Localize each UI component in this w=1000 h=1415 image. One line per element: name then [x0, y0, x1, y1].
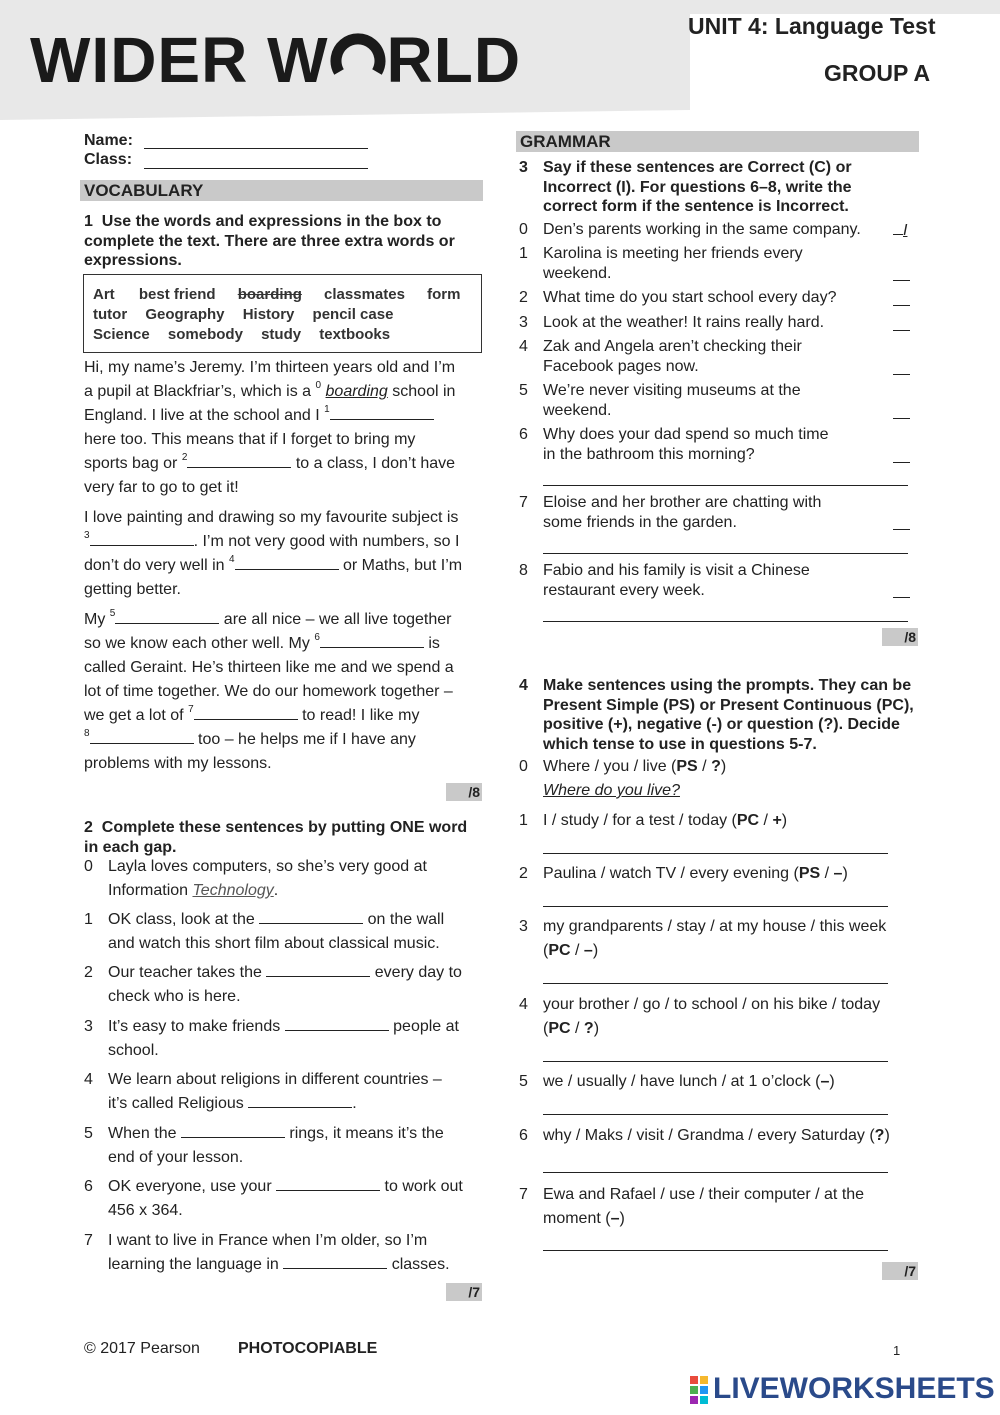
q3-item-8: 8 Fabio and his family is visit a Chinese restaurant every week.	[519, 561, 915, 600]
q2-item-7: 7 I want to live in France when I’m older, so I’m learning the language in classes.	[84, 1232, 450, 1273]
q3-item-3: 3 Look at the weather! It rains really hard.	[519, 313, 915, 333]
class-label: Class:	[84, 151, 133, 168]
q2-item-3: 3 It’s easy to make friends people at school.	[84, 1018, 459, 1059]
q3-answer-0: I	[893, 220, 907, 241]
score-q2: /7	[446, 1283, 482, 1301]
wider-world-logo: WIDER W RLD	[30, 24, 522, 96]
gap-6[interactable]	[320, 633, 424, 648]
vocabulary-section-title: VOCABULARY	[80, 180, 483, 201]
q2-gap-7[interactable]	[283, 1254, 387, 1269]
photocopiable-label: PHOTOCOPIABLE	[238, 1340, 378, 1357]
q2-item-0: 0 Layla loves computers, so she’s very good at Information Technology.	[84, 858, 427, 899]
q4-answer-line-2[interactable]	[543, 906, 888, 907]
q3-item-4: 4 Zak and Angela aren’t checking their Facebook pages now.	[519, 337, 915, 376]
q4-example-answer: Where do you live?	[543, 782, 680, 799]
q2-item-4: 4 We learn about religions in different countries – it’s called Religious .	[84, 1071, 442, 1112]
q2-item-1: 1 OK class, look at the on the wall and watch this short film about classical music.	[84, 911, 445, 952]
unit-title: UNIT 4: Language Test	[688, 13, 936, 39]
q3-correction-line-7[interactable]	[543, 553, 908, 554]
gap-8[interactable]	[90, 729, 194, 744]
logo-o-icon	[329, 30, 387, 86]
liveworksheets-logo-icon	[690, 1376, 710, 1404]
q3-item-0: 0 Den’s parents working in the same company. I	[519, 221, 908, 239]
q2-gap-4[interactable]	[248, 1093, 352, 1108]
q3-item-1: 1 Karolina is meeting her friends every weekend.	[519, 244, 915, 283]
q4-answer-line-4[interactable]	[543, 1061, 888, 1062]
q3-instruction: 3 Say if these sentences are Correct (C) or Incorrect (I). For questions 6–8, write the correct form if the sentence is Incorrect.	[519, 159, 852, 215]
gap-3[interactable]	[90, 531, 194, 546]
word-art: Art	[93, 286, 115, 303]
q4-item-5: 5 we / usually / have lunch / at 1 o’clock (–)	[519, 1073, 835, 1090]
q4-item-0: 0 Where / you / live (PS / ?) Where do you live?	[519, 755, 915, 803]
example-answer-0: boarding	[325, 383, 388, 400]
name-field[interactable]	[144, 134, 368, 149]
q4-item-3: 3 my grandparents / stay / at my house / this week (PC / –)	[519, 918, 887, 959]
q3-answer-2[interactable]	[893, 291, 910, 306]
q4-instruction: 4 Make sentences using the prompts. They can be Present Simple (PS) or Present Continuous (PC), positive (+), negative (-) or question (?). Decide which tense to use in questions 5-7.	[519, 677, 914, 753]
q1-instruction: 1 Use the words and expressions in the box to complete the text. There are three extra words or expressions.	[84, 213, 455, 269]
q3-item-2: 2 What time do you start school every day?	[519, 288, 915, 308]
gap-4[interactable]	[235, 555, 339, 570]
gap-5[interactable]	[115, 609, 219, 624]
q3-answer-6[interactable]	[893, 448, 910, 463]
q2-gap-5[interactable]	[181, 1123, 285, 1138]
q4-answer-line-6[interactable]	[543, 1172, 888, 1173]
liveworksheets-brand: LIVEWORKSHEETS	[713, 1372, 995, 1405]
q2-item-6: 6 OK everyone, use your to work out 456 x 364.	[84, 1178, 463, 1219]
q3-answer-1[interactable]	[893, 266, 910, 281]
q3-answer-4[interactable]	[893, 360, 910, 375]
q4-answer-line-1[interactable]	[543, 853, 888, 854]
gap-7[interactable]	[194, 705, 298, 720]
word-classmates: classmates	[324, 286, 405, 303]
word-science: Science	[93, 326, 150, 343]
q3-item-6: 6 Why does your dad spend so much time in the bathroom this morning?	[519, 425, 915, 464]
q2-item-2: 2 Our teacher takes the every day to check who is here.	[84, 964, 462, 1005]
word-somebody: somebody	[167, 326, 243, 343]
page-number: 1	[893, 1343, 901, 1358]
score-q1: /8	[446, 783, 482, 801]
q3-item-7: 7 Eloise and her brother are chatting with some friends in the garden.	[519, 493, 915, 532]
group-label: GROUP A	[824, 60, 931, 86]
q3-correction-line-8[interactable]	[543, 621, 908, 622]
word-form: form	[427, 286, 461, 303]
q4-item-7: 7 Ewa and Rafael / use / their computer / at the moment (–)	[519, 1186, 865, 1227]
q2-gap-1[interactable]	[259, 909, 363, 924]
q4-answer-line-3[interactable]	[543, 983, 888, 984]
word-history: History	[242, 306, 295, 323]
score-q3: /8	[882, 628, 918, 646]
q4-item-2: 2 Paulina / watch TV / every evening (PS / –)	[519, 865, 848, 882]
q2-gap-3[interactable]	[285, 1016, 389, 1031]
q2-instruction: 2 Complete these sentences by putting ONE word in each gap.	[84, 819, 468, 856]
q3-item-5: 5 We’re never visiting museums at the weekend.	[519, 381, 915, 420]
gap-1[interactable]	[330, 405, 434, 420]
word-geography: Geography	[145, 306, 225, 323]
q4-item-1: 1 I / study / for a test / today (PC / +)	[519, 812, 788, 829]
q4-answer-line-5[interactable]	[543, 1114, 888, 1115]
example-answer-technology: Technology	[192, 882, 274, 899]
vocabulary-text: Hi, my name’s Jeremy. I’m thirteen years old and I’m a pupil at Blackfriar’s, which is a $^0$ boarding school in England. I live at the school and I $^1$ here too. This means that if I forget to bring my sports bag or $^2$ to a class, I don’t have very far to go to get it! I love painting and drawing so my favourite subject is $^3$ . I’m not very good with numbers, so I don’t do very well in $^4$ or Maths, but I’m getting better. My $^5$ are all nice – we all live together so we know each other well. My $^6$ is called Geraint. He’s thirteen like me and we spend a lot of time together. We do our homework together – we get a lot of $^7$ to read! I like my $^8$ too – he helps me if I have any problems with my lessons.	[84, 359, 463, 772]
word-box	[83, 274, 482, 353]
q4-answer-line-7[interactable]	[543, 1250, 888, 1251]
q3-answer-7[interactable]	[893, 515, 910, 530]
q3-answer-8[interactable]	[893, 583, 910, 598]
word-best-friend: best friend	[138, 286, 216, 303]
q2-gap-6[interactable]	[276, 1176, 380, 1191]
name-label: Name:	[84, 132, 133, 149]
gap-2[interactable]	[187, 453, 291, 468]
word-study: study	[261, 326, 302, 343]
q4-item-6: 6 why / Maks / visit / Grandma / every Saturday (?)	[519, 1127, 890, 1144]
score-q4: /7	[882, 1262, 918, 1280]
word-textbooks: textbooks	[319, 326, 391, 343]
q4-item-4: 4 your brother / go / to school / on his bike / today (PC / ?)	[519, 996, 881, 1037]
grammar-section-title: GRAMMAR	[516, 131, 919, 152]
class-field[interactable]	[144, 154, 368, 169]
q2-gap-2[interactable]	[266, 962, 370, 977]
q2-item-5: 5 When the rings, it means it’s the end of your lesson.	[84, 1125, 444, 1166]
q3-answer-5[interactable]	[893, 404, 910, 419]
copyright: © 2017 Pearson	[84, 1340, 200, 1357]
q3-answer-3[interactable]	[893, 316, 910, 331]
word-pencil-case: pencil case	[312, 306, 394, 323]
word-tutor: tutor	[93, 306, 128, 323]
word-boarding: boarding	[237, 286, 302, 303]
q3-correction-line-6[interactable]	[543, 485, 908, 486]
